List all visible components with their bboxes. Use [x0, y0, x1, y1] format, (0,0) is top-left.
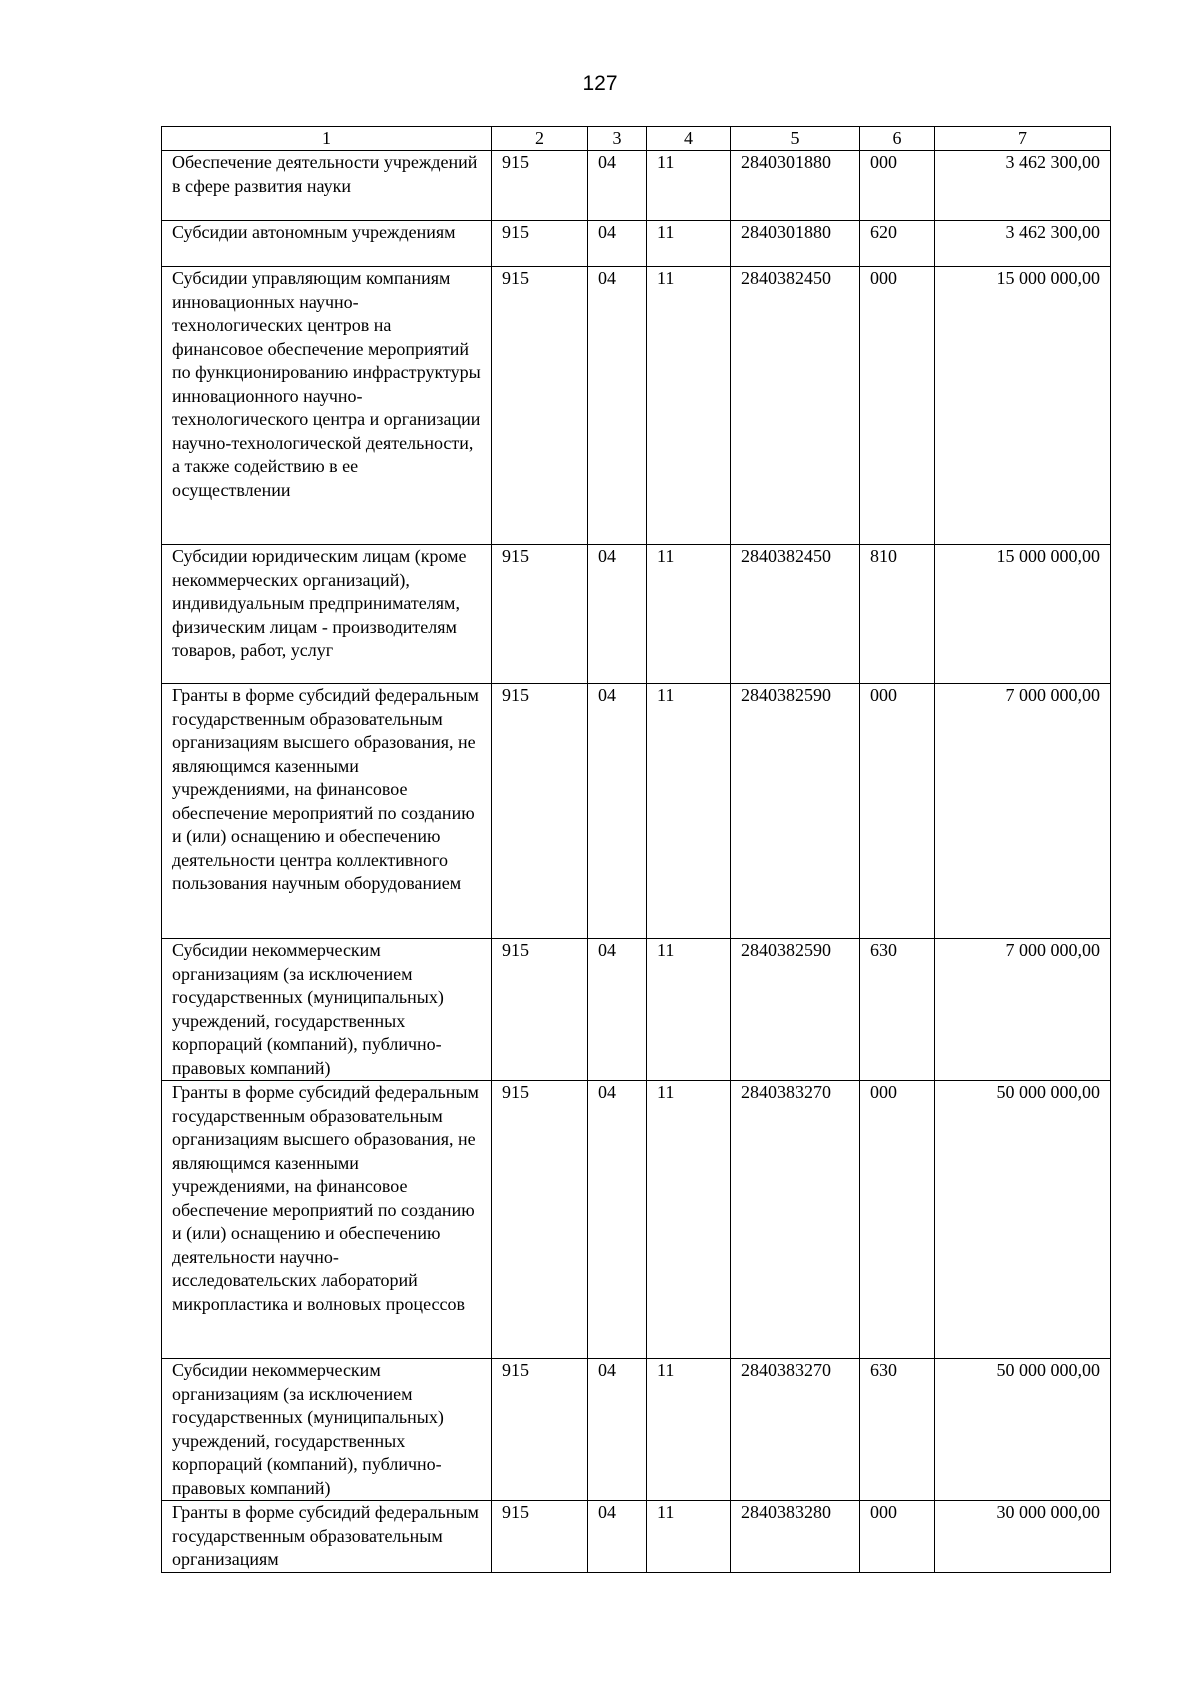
- expense-type-code: 630: [860, 1359, 935, 1501]
- section-code: 04: [588, 1359, 647, 1501]
- column-number-row: [162, 127, 1111, 151]
- section-code: 04: [588, 221, 647, 267]
- column-header: 3: [588, 127, 647, 151]
- ministry-code: 915: [492, 939, 588, 1081]
- table-row: [162, 267, 1111, 545]
- target-article-code: 2840382450: [731, 267, 860, 545]
- subsection-code: 11: [647, 151, 731, 221]
- target-article-code: 2840382590: [731, 939, 860, 1081]
- expense-type-code: 630: [860, 939, 935, 1081]
- column-header: 1: [162, 127, 492, 151]
- ministry-code: 915: [492, 1501, 588, 1573]
- section-code: 04: [588, 545, 647, 684]
- expense-type-code: 000: [860, 684, 935, 939]
- column-header: 2: [492, 127, 588, 151]
- subsection-code: 11: [647, 221, 731, 267]
- row-name: Гранты в форме субсидий федеральным государственным образовательным организациям высшего образования, не являющимся казенными учреждениями, на финансовое обеспечение мероприятий по созданию и (или) оснащению и обеспечению деятельности центра коллективного пользования научным оборудованием: [162, 684, 492, 939]
- subsection-code: 11: [647, 1359, 731, 1501]
- table-body: [162, 127, 1111, 1573]
- page-number: 127: [582, 72, 618, 95]
- table-row: [162, 151, 1111, 221]
- amount: 15 000 000,00: [935, 545, 1111, 684]
- section-code: 04: [588, 1081, 647, 1359]
- ministry-code: 915: [492, 1359, 588, 1501]
- ministry-code: 915: [492, 267, 588, 545]
- ministry-code: 915: [492, 221, 588, 267]
- section-code: 04: [588, 1501, 647, 1573]
- target-article-code: 2840382450: [731, 545, 860, 684]
- amount: 7 000 000,00: [935, 939, 1111, 1081]
- table-row: [162, 545, 1111, 684]
- subsection-code: 11: [647, 267, 731, 545]
- expense-type-code: 620: [860, 221, 935, 267]
- expense-type-code: 000: [860, 151, 935, 221]
- row-name: Субсидии юридическим лицам (кроме некоммерческих организаций), индивидуальным предпринимателям, физическим лицам - производителям товаров, работ, услуг: [162, 545, 492, 684]
- ministry-code: 915: [492, 1081, 588, 1359]
- subsection-code: 11: [647, 684, 731, 939]
- row-name: Субсидии некоммерческим организациям (за исключением государственных (муниципальных) учреждений, государственных корпораций (компаний), публично-правовых компаний): [162, 939, 492, 1081]
- amount: 50 000 000,00: [935, 1359, 1111, 1501]
- row-name: Обеспечение деятельности учреждений в сфере развития науки: [162, 151, 492, 221]
- subsection-code: 11: [647, 1081, 731, 1359]
- target-article-code: 2840382590: [731, 684, 860, 939]
- ministry-code: 915: [492, 151, 588, 221]
- amount: 3 462 300,00: [935, 151, 1111, 221]
- table-row: [162, 1501, 1111, 1573]
- ministry-code: 915: [492, 545, 588, 684]
- budget-table: [161, 126, 1111, 1573]
- target-article-code: 2840383280: [731, 1501, 860, 1573]
- expense-type-code: 000: [860, 267, 935, 545]
- column-header: 6: [860, 127, 935, 151]
- row-name: Гранты в форме субсидий федеральным государственным образовательным организациям: [162, 1501, 492, 1573]
- target-article-code: 2840301880: [731, 221, 860, 267]
- row-name: Субсидии некоммерческим организациям (за исключением государственных (муниципальных) учреждений, государственных корпораций (компаний), публично-правовых компаний): [162, 1359, 492, 1501]
- target-article-code: 2840383270: [731, 1081, 860, 1359]
- amount: 50 000 000,00: [935, 1081, 1111, 1359]
- column-header: 4: [647, 127, 731, 151]
- section-code: 04: [588, 684, 647, 939]
- column-header: 7: [935, 127, 1111, 151]
- target-article-code: 2840383270: [731, 1359, 860, 1501]
- section-code: 04: [588, 939, 647, 1081]
- expense-type-code: 000: [860, 1081, 935, 1359]
- expense-type-code: 000: [860, 1501, 935, 1573]
- table-row: [162, 221, 1111, 267]
- row-name: Субсидии управляющим компаниям инновационных научно-технологических центров на финансовое обеспечение мероприятий по функционированию инфраструктуры инновационного научно-технологического центра и организации научно-технологической деятельности, а также содействию в ее осуществлении: [162, 267, 492, 545]
- subsection-code: 11: [647, 939, 731, 1081]
- amount: 7 000 000,00: [935, 684, 1111, 939]
- column-header: 5: [731, 127, 860, 151]
- expense-type-code: 810: [860, 545, 935, 684]
- row-name: Субсидии автономным учреждениям: [162, 221, 492, 267]
- subsection-code: 11: [647, 1501, 731, 1573]
- section-code: 04: [588, 151, 647, 221]
- ministry-code: 915: [492, 684, 588, 939]
- target-article-code: 2840301880: [731, 151, 860, 221]
- section-code: 04: [588, 267, 647, 545]
- row-name: Гранты в форме субсидий федеральным государственным образовательным организациям высшего образования, не являющимся казенными учреждениями, на финансовое обеспечение мероприятий по созданию и (или) оснащению и обеспечению деятельности научно-исследовательских лабораторий микропластика и волновых процессов: [162, 1081, 492, 1359]
- table-row: [162, 939, 1111, 1081]
- table-row: [162, 684, 1111, 939]
- table-row: [162, 1081, 1111, 1359]
- amount: 15 000 000,00: [935, 267, 1111, 545]
- amount: 3 462 300,00: [935, 221, 1111, 267]
- subsection-code: 11: [647, 545, 731, 684]
- amount: 30 000 000,00: [935, 1501, 1111, 1573]
- table-row: [162, 1359, 1111, 1501]
